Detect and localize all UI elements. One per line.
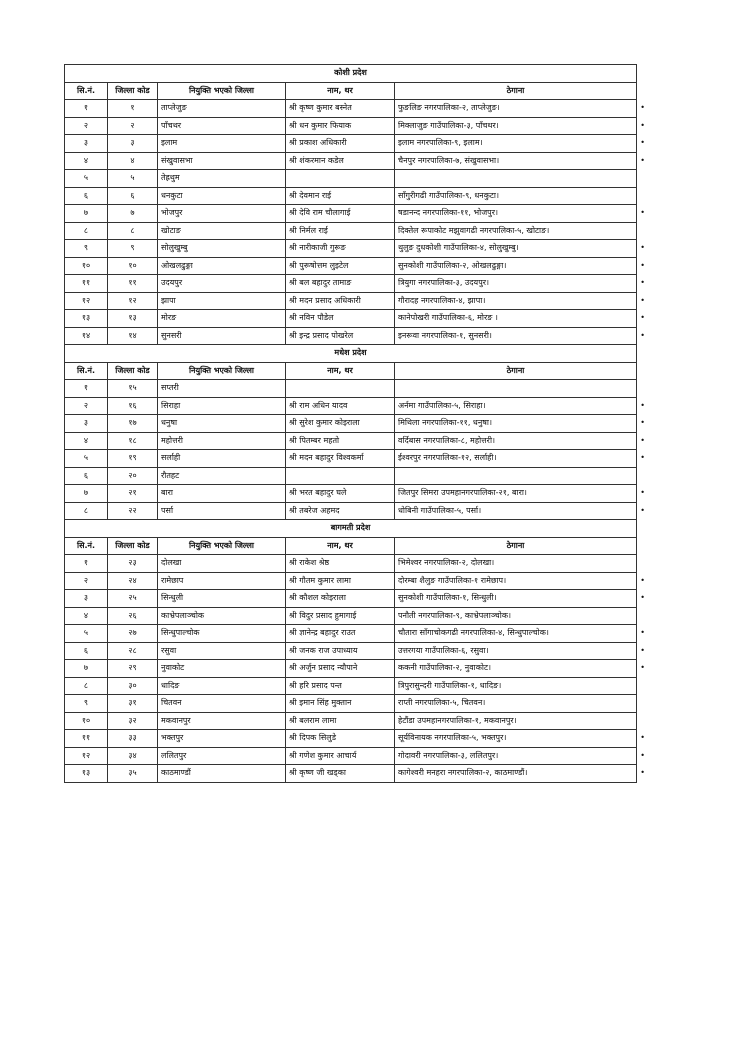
district-code-cell: २१ <box>108 485 158 503</box>
address-cell: गोदावरी नगरपालिका-३, ललितपुर। • <box>395 747 637 765</box>
serial-number-cell: ६ <box>65 187 108 205</box>
margin-bullet-mark: • <box>640 453 645 462</box>
name-cell: श्री मदन बहादुर विश्वकर्मा <box>286 450 395 468</box>
section-title-row <box>65 520 637 538</box>
address-cell: कागेश्वरी मनहरा नगरपालिका-२, काठमाण्डौं। • <box>395 765 637 783</box>
district-cell: संखुवासभा <box>158 152 286 170</box>
serial-number-cell: १२ <box>65 747 108 765</box>
address-cell: राप्ती नगरपालिका-५, चितवन। <box>395 695 637 713</box>
name-cell: श्री पुरूषोत्तम लुइटेल <box>286 257 395 275</box>
district-code-cell: २८ <box>108 642 158 660</box>
table-body <box>65 65 645 783</box>
name-cell: श्री कौशल कोइराला <box>286 590 395 608</box>
district-cell: धनुषा <box>158 415 286 433</box>
table-row <box>65 432 637 450</box>
address-cell: ककनी गाउँपालिका-२, नुवाकोट। • <box>395 660 637 678</box>
district-cell: महोत्तरी <box>158 432 286 450</box>
address-cell <box>395 170 637 188</box>
header-district: नियुक्ति भएको जिल्ला <box>158 362 286 380</box>
name-cell: श्री नविन पौडेल <box>286 310 395 328</box>
address-cell: फुङलिङ नगरपालिका-२, ताप्लेजुङ। • <box>395 100 637 118</box>
address-cell: त्रिपुरासुन्दरी गाउँपालिका-१, धादिङ। <box>395 677 637 695</box>
table-row <box>65 677 637 695</box>
margin-bullet-mark: • <box>640 295 645 305</box>
column-header-row <box>65 537 637 555</box>
table-row <box>65 607 637 625</box>
margin-bullet-mark: • <box>640 488 645 497</box>
district-cell: मोरङ <box>158 310 286 328</box>
district-code-cell: २९ <box>108 660 158 678</box>
table-row <box>65 275 637 293</box>
serial-number-cell: १० <box>65 257 108 275</box>
table-row <box>65 170 637 188</box>
district-code-cell: २५ <box>108 590 158 608</box>
serial-number-cell: २ <box>65 117 108 135</box>
district-code-cell: १० <box>108 257 158 275</box>
header-serial-number: सि.नं. <box>65 362 108 380</box>
header-name: नाम, थर <box>286 362 395 380</box>
header-district: नियुक्ति भएको जिल्ला <box>158 82 286 100</box>
serial-number-cell: ८ <box>65 222 108 240</box>
serial-number-cell: ७ <box>65 660 108 678</box>
column-header-row <box>65 362 637 380</box>
serial-number-cell: ८ <box>65 677 108 695</box>
table-row <box>65 555 637 573</box>
name-cell <box>286 170 395 188</box>
margin-bullet-mark: • <box>640 733 645 742</box>
margin-bullet-mark: • <box>640 628 645 637</box>
table-row <box>65 415 637 433</box>
section-title: कोशी प्रदेश <box>65 65 637 83</box>
serial-number-cell: ४ <box>65 152 108 170</box>
district-code-cell: ४ <box>108 152 158 170</box>
district-cell: खोटाङ <box>158 222 286 240</box>
district-cell: ओखलढुङ्गा <box>158 257 286 275</box>
table-row <box>65 117 637 135</box>
table-row <box>65 135 637 153</box>
address-cell <box>395 380 637 398</box>
section-title: बागमती प्रदेश <box>65 520 637 538</box>
section-title: मधेश प्रदेश <box>65 345 637 363</box>
table-row <box>65 695 637 713</box>
address-cell: कानेपोखरी गाउँपालिका-६, मोरङ । • <box>395 310 637 328</box>
name-cell: श्री इमान सिंह मुक्तान <box>286 695 395 713</box>
district-code-cell: ११ <box>108 275 158 293</box>
header-district-code: जिल्ला कोड <box>108 362 158 380</box>
district-cell: धादिङ <box>158 677 286 695</box>
district-cell: सोलुखुम्बु <box>158 240 286 258</box>
district-cell: काभ्रेपलाञ्चोक <box>158 607 286 625</box>
serial-number-cell: १ <box>65 555 108 573</box>
name-cell <box>286 380 395 398</box>
header-address: ठेगाना <box>395 362 637 380</box>
name-cell: श्री कृष्ण जी खड्का <box>286 765 395 783</box>
serial-number-cell: ५ <box>65 170 108 188</box>
header-serial-number: सि.नं. <box>65 537 108 555</box>
address-cell: सुनकोशी गाउँपालिका-१, सिन्धुली। • <box>395 590 637 608</box>
name-cell: श्री अर्जुन प्रसाद न्यौपाने <box>286 660 395 678</box>
margin-bullet-mark: • <box>640 278 645 287</box>
serial-number-cell: २ <box>65 572 108 590</box>
district-cell: दोलखा <box>158 555 286 573</box>
name-cell: श्री विदुर प्रसाद हुमागाई <box>286 607 395 625</box>
serial-number-cell: १३ <box>65 765 108 783</box>
address-cell: पनौती नगरपालिका-९, काभ्रेपलाञ्चोक। <box>395 607 637 625</box>
margin-bullet-mark: • <box>640 768 645 777</box>
address-cell: अर्नमा गाउँपालिका-५, सिराहा। • <box>395 397 637 415</box>
section-title-row <box>65 65 637 83</box>
table-row <box>65 187 637 205</box>
table-row <box>65 467 637 485</box>
table-row <box>65 625 637 643</box>
margin-bullet-mark: • <box>640 330 645 340</box>
table-row <box>65 380 637 398</box>
address-cell: त्रियुगा नगरपालिका-३, उदयपुर। • <box>395 275 637 293</box>
name-cell: श्री तबरेज अहमद <box>286 502 395 520</box>
name-cell: श्री बल बहादुर तामाङ <box>286 275 395 293</box>
district-cell: चितवन <box>158 695 286 713</box>
appointment-list-document <box>64 64 645 783</box>
district-cell: काठमाण्डौं <box>158 765 286 783</box>
district-code-cell: ३२ <box>108 712 158 730</box>
table-row <box>65 292 637 310</box>
district-code-cell: २ <box>108 117 158 135</box>
serial-number-cell: ६ <box>65 642 108 660</box>
district-code-cell: २७ <box>108 625 158 643</box>
serial-number-cell: ११ <box>65 730 108 748</box>
table-row <box>65 222 637 240</box>
address-cell: इनरूवा नगरपालिका-१, सुनसरी। • <box>395 327 637 345</box>
margin-bullet-mark: • <box>640 663 645 672</box>
name-cell: श्री दिपक सिलुडे <box>286 730 395 748</box>
margin-bullet-mark: • <box>640 103 645 112</box>
header-district-code: जिल्ला कोड <box>108 537 158 555</box>
address-cell: मिथिला नगरपालिका-११, धनुषा। • <box>395 415 637 433</box>
table-row <box>65 502 637 520</box>
district-code-cell: ९ <box>108 240 158 258</box>
district-cell: सिन्धुली <box>158 590 286 608</box>
serial-number-cell: ८ <box>65 502 108 520</box>
header-name: नाम, थर <box>286 82 395 100</box>
district-cell: पाँचथर <box>158 117 286 135</box>
district-code-cell: ७ <box>108 205 158 223</box>
address-cell: जितपुर सिमरा उपमहानगरपालिका-२१, बारा। • <box>395 485 637 503</box>
name-cell: श्री हरि प्रसाद पन्त <box>286 677 395 695</box>
address-cell: दोरम्बा शैलुङ गाउँपालिका-१ रामेछाप। • <box>395 572 637 590</box>
margin-bullet-mark: • <box>640 313 645 322</box>
serial-number-cell: ३ <box>65 415 108 433</box>
address-cell: धोबिनी गाउँपालिका-५, पर्सा। • <box>395 502 637 520</box>
address-cell: थुलुङ दुधकोशी गाउँपालिका-४, सोलुखुम्बु। • <box>395 240 637 258</box>
table-row <box>65 152 637 170</box>
address-cell: मिक्लाजुङ गाउँपालिका-३, पाँचथर। • <box>395 117 637 135</box>
appointment-table <box>64 64 645 783</box>
serial-number-cell: १३ <box>65 310 108 328</box>
address-cell: उत्तरगया गाउँपालिका-६, रसुवा। • <box>395 642 637 660</box>
district-cell: रसुवा <box>158 642 286 660</box>
address-cell <box>395 467 637 485</box>
district-code-cell: १५ <box>108 380 158 398</box>
serial-number-cell: १० <box>65 712 108 730</box>
name-cell <box>286 467 395 485</box>
serial-number-cell: ७ <box>65 205 108 223</box>
district-code-cell: ५ <box>108 170 158 188</box>
address-cell: गौरादह नगरपालिका-४, झापा। • <box>395 292 637 310</box>
margin-bullet-mark: • <box>640 418 645 427</box>
table-row <box>65 100 637 118</box>
address-cell: भिमेश्वर नगरपालिका-२, दोलखा। <box>395 555 637 573</box>
serial-number-cell: ७ <box>65 485 108 503</box>
serial-number-cell: १४ <box>65 327 108 345</box>
district-cell: सप्तरी <box>158 380 286 398</box>
header-address: ठेगाना <box>395 537 637 555</box>
district-code-cell: ३ <box>108 135 158 153</box>
table-row <box>65 642 637 660</box>
name-cell: श्री राम अधिन यादव <box>286 397 395 415</box>
margin-bullet-mark: • <box>640 155 645 165</box>
margin-bullet-mark: • <box>640 260 645 270</box>
serial-number-cell: ११ <box>65 275 108 293</box>
serial-number-cell: ४ <box>65 607 108 625</box>
name-cell: श्री ज्ञानेन्द्र बहादुर राउत <box>286 625 395 643</box>
column-header-row <box>65 82 637 100</box>
margin-bullet-mark: • <box>640 400 645 410</box>
margin-bullet-mark: • <box>640 138 645 147</box>
address-cell: चैनपुर नगरपालिका-७, संखुवासभा। • <box>395 152 637 170</box>
district-cell: उदयपुर <box>158 275 286 293</box>
district-cell: रौतहट <box>158 467 286 485</box>
district-code-cell: २६ <box>108 607 158 625</box>
serial-number-cell: ३ <box>65 590 108 608</box>
district-code-cell: ३३ <box>108 730 158 748</box>
table-row <box>65 397 637 415</box>
serial-number-cell: ३ <box>65 135 108 153</box>
district-code-cell: ३० <box>108 677 158 695</box>
serial-number-cell: ६ <box>65 467 108 485</box>
address-cell: ईश्वरपुर नगरपालिका-१२, सर्लाही। • <box>395 450 637 468</box>
table-row <box>65 747 637 765</box>
district-code-cell: ६ <box>108 187 158 205</box>
name-cell: श्री बलराम लामा <box>286 712 395 730</box>
header-district-code: जिल्ला कोड <box>108 82 158 100</box>
name-cell: श्री शंकरमान कडेल <box>286 152 395 170</box>
district-code-cell: २२ <box>108 502 158 520</box>
district-code-cell: १२ <box>108 292 158 310</box>
district-cell: भोजपुर <box>158 205 286 223</box>
district-cell: भक्तपुर <box>158 730 286 748</box>
name-cell: श्री नारीकाजी गुरूङ <box>286 240 395 258</box>
district-cell: बारा <box>158 485 286 503</box>
serial-number-cell: ५ <box>65 450 108 468</box>
district-cell: रामेछाप <box>158 572 286 590</box>
table-row <box>65 660 637 678</box>
district-code-cell: ८ <box>108 222 158 240</box>
name-cell: श्री गौतम कुमार लामा <box>286 572 395 590</box>
address-cell: चौतारा साँगाचोकगढी नगरपालिका-४, सिन्धुपाल्चोक। • <box>395 625 637 643</box>
margin-bullet-mark: • <box>640 645 645 655</box>
margin-bullet-mark: • <box>640 575 645 585</box>
address-cell: साँगुरीगढी गाउँपालिका-९, धनकुटा। <box>395 187 637 205</box>
table-row <box>65 205 637 223</box>
serial-number-cell: १२ <box>65 292 108 310</box>
name-cell: श्री जनक राज उपाध्याय <box>286 642 395 660</box>
name-cell: श्री मदन प्रसाद अधिकारी <box>286 292 395 310</box>
header-district: नियुक्ति भएको जिल्ला <box>158 537 286 555</box>
district-cell: मकवानपुर <box>158 712 286 730</box>
table-row <box>65 590 637 608</box>
address-cell: हेटौंडा उपमहानगरपालिका-१, मकवानपुर। <box>395 712 637 730</box>
name-cell: श्री सुरेश कुमार कोइराला <box>286 415 395 433</box>
district-code-cell: १७ <box>108 415 158 433</box>
name-cell: श्री देवि राम चौलागाई <box>286 205 395 223</box>
name-cell: श्री राकेश श्रेष्ठ <box>286 555 395 573</box>
district-cell: ललितपुर <box>158 747 286 765</box>
table-row <box>65 712 637 730</box>
district-code-cell: ३१ <box>108 695 158 713</box>
header-name: नाम, थर <box>286 537 395 555</box>
district-code-cell: १९ <box>108 450 158 468</box>
address-cell: सुनकोशी गाउँपालिका-२, ओखलढुङ्गा। • <box>395 257 637 275</box>
name-cell: श्री निर्मल राई <box>286 222 395 240</box>
address-cell: इलाम नगरपालिका-९, इलाम। • <box>395 135 637 153</box>
table-row <box>65 485 637 503</box>
district-code-cell: ३४ <box>108 747 158 765</box>
table-row <box>65 240 637 258</box>
table-row <box>65 327 637 345</box>
serial-number-cell: १ <box>65 100 108 118</box>
header-address: ठेगाना <box>395 82 637 100</box>
serial-number-cell: ५ <box>65 625 108 643</box>
serial-number-cell: ९ <box>65 695 108 713</box>
name-cell: श्री इन्द्र प्रसाद पोखरेल <box>286 327 395 345</box>
district-cell: तेह्रथुम <box>158 170 286 188</box>
district-cell: पर्सा <box>158 502 286 520</box>
serial-number-cell: १ <box>65 380 108 398</box>
district-code-cell: १६ <box>108 397 158 415</box>
district-cell: इलाम <box>158 135 286 153</box>
district-cell: सिन्धुपाल्चोक <box>158 625 286 643</box>
district-cell: नुवाकोट <box>158 660 286 678</box>
name-cell: श्री कृष्ण कुमार बस्नेत <box>286 100 395 118</box>
district-cell: धनकुटा <box>158 187 286 205</box>
district-cell: सिराहा <box>158 397 286 415</box>
address-cell: सूर्यविनायक नगरपालिका-५, भक्तपुर। • <box>395 730 637 748</box>
section-title-row <box>65 345 637 363</box>
district-code-cell: ३५ <box>108 765 158 783</box>
margin-bullet-mark: • <box>640 505 645 515</box>
serial-number-cell: ४ <box>65 432 108 450</box>
name-cell: श्री प्रकाश अधिकारी <box>286 135 395 153</box>
table-row <box>65 730 637 748</box>
district-code-cell: १ <box>108 100 158 118</box>
name-cell: श्री देवमान राई <box>286 187 395 205</box>
address-cell: वर्दिबास नगरपालिका-८, महोत्तरी। • <box>395 432 637 450</box>
address-cell: षडानन्द नगरपालिका-११, भोजपुर। • <box>395 205 637 223</box>
district-code-cell: १८ <box>108 432 158 450</box>
district-cell: झापा <box>158 292 286 310</box>
table-row <box>65 450 637 468</box>
margin-bullet-mark: • <box>640 120 645 130</box>
margin-bullet-mark: • <box>640 208 645 217</box>
district-code-cell: १४ <box>108 327 158 345</box>
district-cell: सर्लाही <box>158 450 286 468</box>
district-cell: सुनसरी <box>158 327 286 345</box>
serial-number-cell: २ <box>65 397 108 415</box>
table-row <box>65 310 637 328</box>
name-cell: श्री गणेश कुमार आचार्य <box>286 747 395 765</box>
margin-bullet-mark: • <box>640 750 645 760</box>
margin-bullet-mark: • <box>640 243 645 252</box>
margin-bullet-mark: • <box>640 435 645 445</box>
table-row <box>65 572 637 590</box>
district-code-cell: १३ <box>108 310 158 328</box>
header-serial-number: सि.नं. <box>65 82 108 100</box>
name-cell: श्री धन कुमार फियाक <box>286 117 395 135</box>
name-cell: श्री पितम्बर महतो <box>286 432 395 450</box>
district-code-cell: २३ <box>108 555 158 573</box>
name-cell: श्री भरत बहादुर घले <box>286 485 395 503</box>
serial-number-cell: ९ <box>65 240 108 258</box>
address-cell: दिक्तेल रूपाकोट मझुवागढी नगरपालिका-५, खोटाङ। <box>395 222 637 240</box>
district-code-cell: २० <box>108 467 158 485</box>
district-cell: ताप्लेजुङ <box>158 100 286 118</box>
table-row <box>65 257 637 275</box>
margin-bullet-mark: • <box>640 593 645 602</box>
district-code-cell: २४ <box>108 572 158 590</box>
table-row <box>65 765 637 783</box>
